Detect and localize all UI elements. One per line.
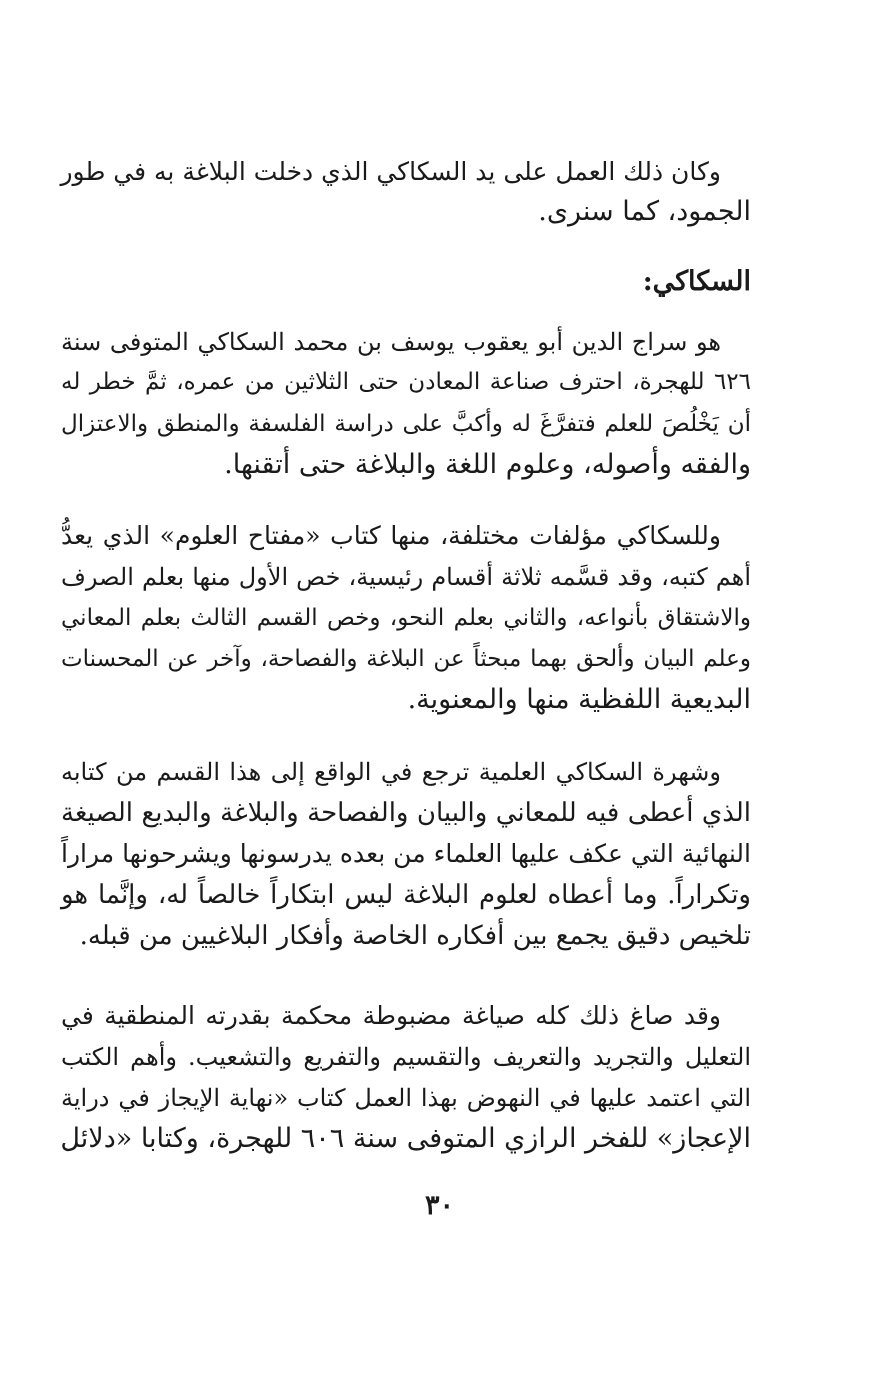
- text-line: النهائية التي عكف عليها العلماء من بعده يدرسونها ويشرحونها مراراً: [61, 839, 751, 868]
- text-line: والفقه وأصوله، وعلوم اللغة والبلاغة حتى أتقنها.: [224, 449, 751, 480]
- text-line: وقد صاغ ذلك كله صياغة مضبوطة محكمة بقدرته المنطقية في: [61, 1001, 721, 1030]
- text-line: ٦٢٦ للهجرة، احترف صناعة المعادن حتى الثلاثين من عمره، ثمَّ خطر له: [61, 369, 751, 395]
- text-line: الإعجاز» للفخر الرازي المتوفى سنة ٦٠٦ للهجرة، وكتابا «دلائل: [60, 1123, 751, 1154]
- text-line: أن يَخْلُصَ للعلم فتفرَّغَ له وأكبَّ على دراسة الفلسفة والمنطق والاعتزال: [61, 411, 752, 437]
- text-line: وعلم البيان وألحق بهما مبحثاً عن البلاغة والفصاحة، وآخر عن المحسنات: [61, 646, 751, 672]
- text-line: تلخيص دقيق يجمع بين أفكاره الخاصة وأفكار البلاغيين من قبله.: [79, 921, 751, 951]
- text-line: التي اعتمد عليها في النهوض بهذا العمل كتاب «نهاية الإيجاز في دراية: [61, 1084, 751, 1112]
- text-line: هو سراج الدين أبو يعقوب يوسف بن محمد السكاكي المتوفى سنة: [61, 328, 721, 356]
- text-line: البديعية اللفظية منها والمعنوية.: [407, 684, 751, 715]
- text-line: التعليل والتجريد والتعريف والتقسيم والتفريع والتشعيب. وأهم الكتب: [61, 1043, 751, 1071]
- text-line: وكان ذلك العمل على يد السكاكي الذي دخلت البلاغة به في طور: [60, 157, 721, 186]
- section-heading: السكاكي:: [642, 266, 751, 297]
- text-line: الجمود، كما سنرى.: [538, 196, 751, 227]
- text-line: الذي أعطى فيه للمعاني والبيان والفصاحة والبلاغة والبديع الصيغة: [61, 798, 751, 828]
- text-line: وتكراراً. وما أعطاه لعلوم البلاغة ليس ابتكاراً خالصاً له، وإنَّما هو: [61, 880, 751, 910]
- text-line: والاشتقاق بأنواعه، والثاني بعلم النحو، وخص القسم الثالث بعلم المعاني: [61, 605, 751, 631]
- text-line: أهم كتبه، وقد قسَّمه ثلاثة أقسام رئيسية، خص الأول منها بعلم الصرف: [61, 563, 751, 591]
- page-number: ٣٠: [424, 1190, 454, 1221]
- text-line: وللسكاكي مؤلفات مختلفة، منها كتاب «مفتاح العلوم» الذي يعدُّ: [61, 521, 721, 550]
- text-line: وشهرة السكاكي العلمية ترجع في الواقع إلى هذا القسم من كتابه: [61, 758, 721, 786]
